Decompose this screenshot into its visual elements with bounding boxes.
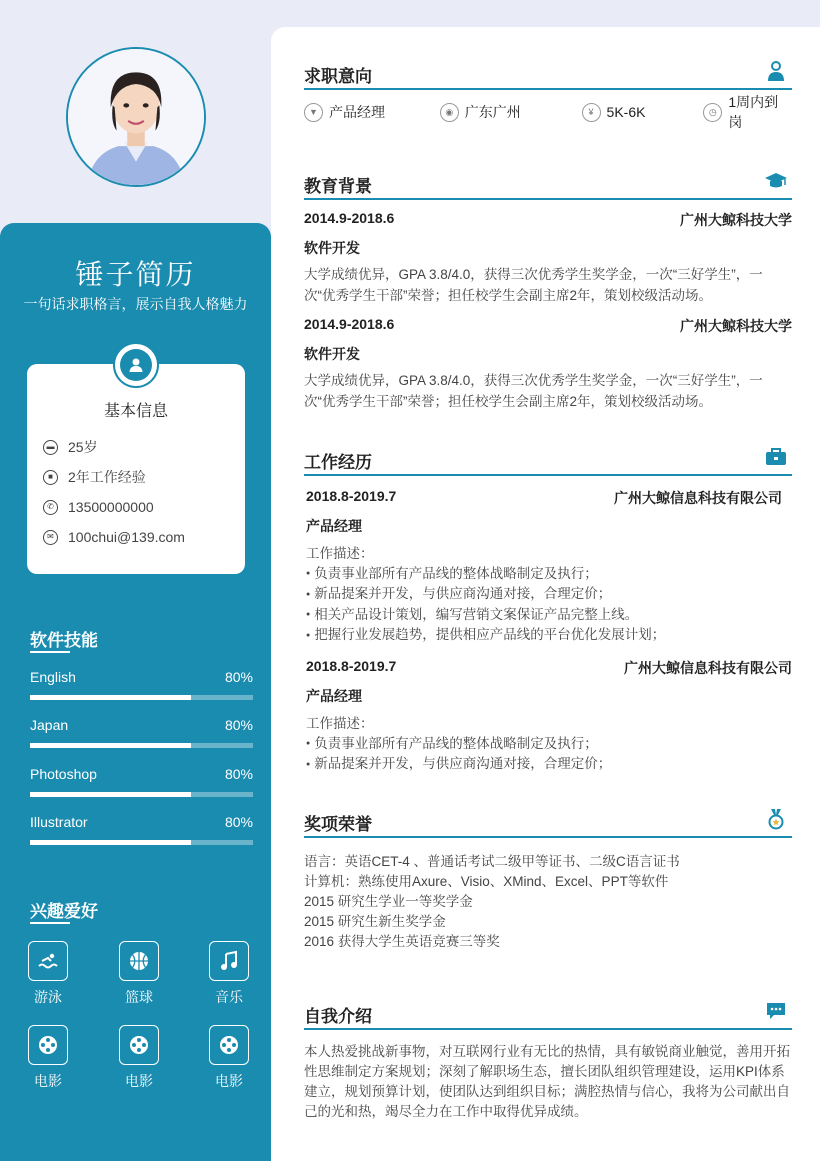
section-education xyxy=(304,167,792,412)
work-entry xyxy=(304,658,792,775)
section-header xyxy=(304,443,792,476)
music-icon xyxy=(209,941,249,981)
info-email xyxy=(43,522,235,552)
work-bullets xyxy=(306,564,782,646)
tie-icon: ▼ xyxy=(304,103,323,122)
edu-desc: 大学成绩优异，GPA 3.8/4.0，获得三次优秀学生奖学金，一次“三好学生”，一次“优秀学生干部”荣誉；担任校学生会副主席2年，策划校级活动场。 xyxy=(304,267,763,303)
medal-icon xyxy=(764,807,788,831)
hobby-label: 篮球 xyxy=(125,989,153,1005)
skill-bar xyxy=(30,695,253,700)
self-intro-text: 本人热爱挑战新事物，对互联网行业有无比的热情，具有敏锐商业触觉，善用开拓性思维制定方案规划；深刻了解职场生态，擅长团队组织管理建设，运用KPI体系建立，规划预算计划，使团队达到组织目标；满腔热情与信心，我将为公司献出自己的光和热，竭尽全力在工作中取得优异成绩。 xyxy=(304,1044,790,1119)
section-header xyxy=(304,167,792,200)
edu-school: 广州大鲸科技大学 xyxy=(680,212,792,228)
hobby-basketball xyxy=(109,941,169,1007)
basic-info-list xyxy=(43,432,235,552)
award-line: 计算机：熟练使用Axure、Visio、XMind、Excel、PPT等软件 xyxy=(304,874,669,889)
skill-level: 80% xyxy=(224,669,253,685)
swimming-icon xyxy=(28,941,68,981)
work-bullet: ● 新品提案并开发，与供应商沟通对接，合理定价； xyxy=(306,754,792,774)
hobbies-underline xyxy=(30,922,70,924)
intent-text: 5K-6K xyxy=(606,104,646,120)
section-work xyxy=(304,443,792,775)
skill-bar-fill xyxy=(30,743,191,748)
graduation-cap-icon xyxy=(764,169,788,193)
work-company: 广州大鲸信息科技有限公司 xyxy=(624,659,792,676)
basic-info-title: 基本信息 xyxy=(103,403,168,420)
award-line: 语言：英语CET-4 、普通话考试二级甲等证书、二级C语言证书 xyxy=(304,854,680,869)
phone-icon: ✆ xyxy=(43,500,58,515)
intent-position xyxy=(304,102,440,122)
skills-underline xyxy=(30,651,70,653)
hobby-music xyxy=(199,941,259,1007)
section-header xyxy=(304,997,792,1030)
award-line: 2015 研究生学业一等奖学金 xyxy=(304,894,473,909)
section-title: 教育背景 xyxy=(304,177,372,196)
intent-availability xyxy=(703,92,792,132)
work-entry xyxy=(304,488,792,646)
skill-bar-fill xyxy=(30,695,191,700)
intent-salary xyxy=(582,103,704,122)
section-self-intro xyxy=(304,997,792,1122)
skill-name: Illustrator xyxy=(30,814,88,830)
info-experience xyxy=(43,462,235,492)
skill-level: 80% xyxy=(224,766,253,782)
basketball-icon xyxy=(119,941,159,981)
briefcase-icon: ■ xyxy=(43,470,58,485)
intent-location xyxy=(440,102,582,122)
intent-text: 产品经理 xyxy=(329,104,385,120)
hobby-label: 音乐 xyxy=(215,989,243,1005)
user-icon xyxy=(120,349,152,381)
work-role: 产品经理 xyxy=(306,687,362,704)
basic-info-badge xyxy=(113,342,159,388)
skill-english xyxy=(30,669,253,700)
hobby-label: 电影 xyxy=(125,1073,153,1089)
skill-bar xyxy=(30,840,253,845)
skill-bar xyxy=(30,792,253,797)
work-desc-label: 工作描述： xyxy=(306,546,374,561)
info-phone xyxy=(43,492,235,522)
info-phone-text: 13500000000 xyxy=(68,499,154,515)
info-email-text: 100chui@139.com xyxy=(68,529,185,545)
basic-info-card xyxy=(27,364,245,574)
skill-bar xyxy=(30,743,253,748)
work-bullet: ● 把握行业发展趋势，提供相应产品线的平台优化发展计划； xyxy=(306,625,782,645)
skill-illustrator xyxy=(30,814,253,845)
hobbies-title: 兴趣爱好 xyxy=(30,902,98,921)
edu-major: 软件开发 xyxy=(304,240,360,256)
yen-icon: ¥ xyxy=(582,103,601,122)
skill-name: Photoshop xyxy=(30,766,97,782)
intent-text: 1周内到岗 xyxy=(728,94,779,130)
avatar-illustration xyxy=(68,49,204,185)
mail-icon: ✉ xyxy=(43,530,58,545)
hobby-movie xyxy=(199,1025,259,1091)
skills-title: 软件技能 xyxy=(30,631,98,650)
right-panel xyxy=(271,27,820,1161)
edu-school: 广州大鲸科技大学 xyxy=(680,318,792,334)
education-entry xyxy=(304,210,792,306)
skill-bar-fill xyxy=(30,792,191,797)
left-panel xyxy=(0,223,271,1161)
profile-photo xyxy=(66,47,206,187)
awards-list xyxy=(304,852,792,952)
skill-japan xyxy=(30,717,253,748)
work-period: 2018.8-2019.7 xyxy=(306,488,397,504)
work-role: 产品经理 xyxy=(306,518,362,534)
section-awards xyxy=(304,805,792,952)
skill-level: 80% xyxy=(224,814,253,830)
education-entry xyxy=(304,316,792,412)
info-age xyxy=(43,432,235,462)
work-bullet: ● 负责事业部所有产品线的整体战略制定及执行； xyxy=(306,564,782,584)
section-header xyxy=(304,805,792,838)
work-bullet: ● 负责事业部所有产品线的整体战略制定及执行； xyxy=(306,734,792,754)
hobby-label: 电影 xyxy=(34,1073,62,1089)
section-title: 求职意向 xyxy=(304,67,372,86)
resume-motto: 一句话求职格言，展示自我人格魅力 xyxy=(23,296,248,312)
skill-photoshop xyxy=(30,766,253,797)
award-line: 2015 研究生新生奖学金 xyxy=(304,914,446,929)
section-intent xyxy=(304,57,792,130)
skill-name: English xyxy=(30,669,76,685)
work-bullet: ● 新品提案并开发，与供应商沟通对接，合理定价； xyxy=(306,584,782,604)
info-age-text: 25岁 xyxy=(68,439,98,455)
skill-bar-fill xyxy=(30,840,191,845)
person-icon xyxy=(764,59,788,83)
section-header xyxy=(304,57,792,90)
edu-period: 2014.9-2018.6 xyxy=(304,210,395,226)
location-icon: ◉ xyxy=(440,103,459,122)
edu-desc: 大学成绩优异，GPA 3.8/4.0，获得三次优秀学生奖学金，一次“三好学生”，一次“优秀学生干部”荣誉；担任校学生会副主席2年，策划校级活动场。 xyxy=(304,373,763,409)
intent-row xyxy=(304,94,792,130)
film-icon xyxy=(209,1025,249,1065)
work-bullets xyxy=(306,734,792,775)
briefcase-icon xyxy=(764,445,788,469)
hobby-movie xyxy=(109,1025,169,1091)
cake-icon: ▬ xyxy=(43,440,58,455)
hobby-movie xyxy=(18,1025,78,1091)
info-experience-text: 2年工作经验 xyxy=(68,469,146,485)
hobby-swimming xyxy=(18,941,78,1007)
edu-period: 2014.9-2018.6 xyxy=(304,316,395,332)
hobby-label: 游泳 xyxy=(34,989,62,1005)
work-desc-label: 工作描述： xyxy=(306,715,374,731)
section-title: 奖项荣誉 xyxy=(304,815,372,834)
hobby-label: 电影 xyxy=(215,1073,243,1089)
skill-name: Japan xyxy=(30,717,69,733)
section-title: 工作经历 xyxy=(304,453,372,472)
edu-major: 软件开发 xyxy=(304,346,360,362)
chat-bubble-icon xyxy=(764,999,788,1023)
award-line: 2016 获得大学生英语竞赛三等奖 xyxy=(304,934,500,949)
work-period: 2018.8-2019.7 xyxy=(306,657,397,674)
work-company: 广州大鲸信息科技有限公司 xyxy=(614,490,782,506)
skill-level: 80% xyxy=(224,717,253,733)
film-icon xyxy=(28,1025,68,1065)
film-icon xyxy=(119,1025,159,1065)
work-bullet: ● 相关产品设计策划，编写营销文案保证产品完整上线。 xyxy=(306,605,782,625)
resume-name: 锤子简历 xyxy=(75,259,196,290)
intent-text: 广东广州 xyxy=(464,104,521,120)
section-title: 自我介绍 xyxy=(304,1007,372,1026)
clock-icon: ◷ xyxy=(703,103,722,122)
